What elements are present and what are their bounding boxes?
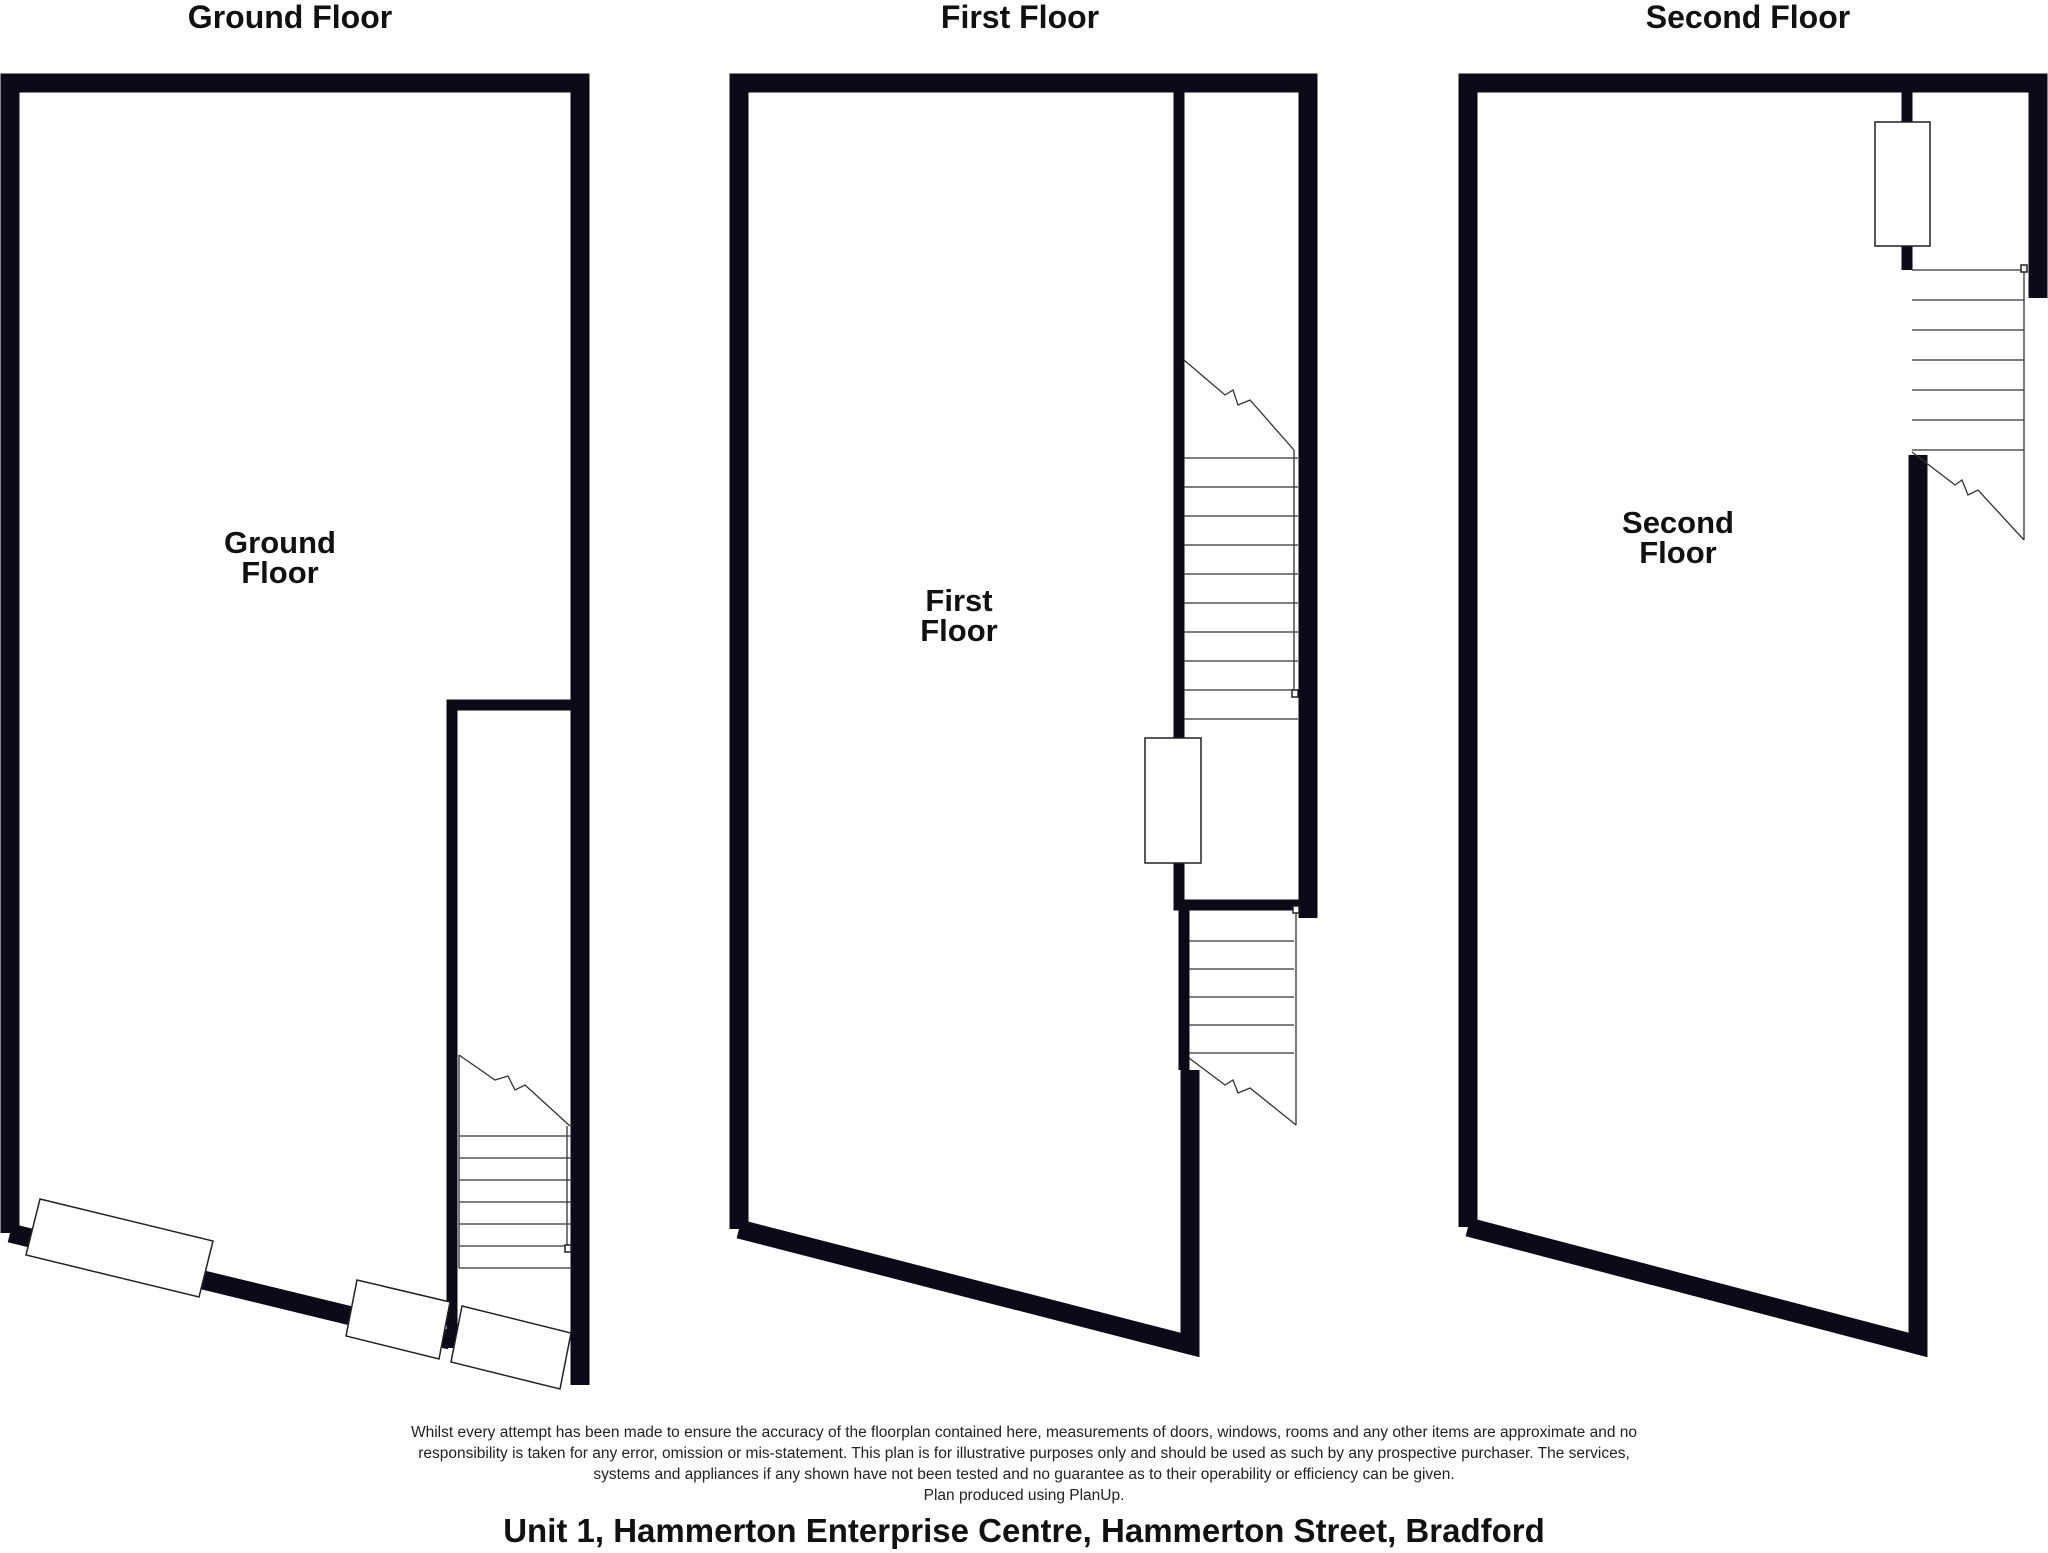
second-floor-title: Second Floor bbox=[1645, 0, 1851, 35]
ground-floor-stair-partition bbox=[452, 705, 580, 1348]
ground-floor-title: Ground Floor bbox=[187, 0, 393, 35]
first-floor-plan bbox=[739, 83, 1308, 1345]
first-floor-room-label-line1: First bbox=[925, 583, 993, 618]
first-floor-cupboard bbox=[1145, 738, 1201, 863]
ground-floor-room-label-line2: Floor bbox=[241, 555, 319, 590]
disclaimer-line-2: responsibility is taken for any error, omission or mis-statement. This plan is for illustrative purposes only and should be used as such by any prospective purchaser. The services, bbox=[418, 1445, 1630, 1462]
first-floor-staircase-lower bbox=[1189, 906, 1299, 1125]
disclaimer-line-3: systems and appliances if any shown have not been tested and no guarantee as to their operability or efficiency can be given. bbox=[593, 1466, 1455, 1483]
ground-floor-plan bbox=[10, 83, 580, 1389]
ground-floor-staircase bbox=[459, 1055, 572, 1268]
first-floor-front-wall bbox=[739, 1070, 1190, 1345]
property-address: Unit 1, Hammerton Enterprise Centre, Hammerton Street, Bradford bbox=[503, 1512, 1545, 1549]
second-floor-cupboard bbox=[1875, 122, 1930, 246]
first-floor-staircase-upper bbox=[1184, 360, 1298, 719]
ground-floor-outer-wall bbox=[10, 83, 580, 1385]
first-floor-room-label-line2: Floor bbox=[920, 613, 998, 648]
first-floor-outer-wall bbox=[739, 83, 1308, 1229]
ground-floor-door-stair bbox=[451, 1306, 571, 1389]
second-floor-front-wall bbox=[1468, 455, 1918, 1345]
disclaimer bbox=[250, 1422, 1798, 1506]
ground-floor-room-label-line1: Ground bbox=[224, 525, 336, 560]
disclaimer-line-1: Whilst every attempt has been made to ensure the accuracy of the floorplan contained here, measurements of doors, windows, rooms and any other items are approximate and no bbox=[410, 1424, 1638, 1441]
second-floor-room-label-line2: Floor bbox=[1639, 535, 1717, 570]
second-floor-plan bbox=[1468, 83, 2038, 1345]
first-floor-title: First Floor bbox=[940, 0, 1100, 35]
second-floor-staircase bbox=[1912, 265, 2027, 540]
ground-floor-door-front bbox=[346, 1280, 450, 1359]
second-floor-outer-wall bbox=[1468, 83, 2038, 1227]
second-floor-room-label-line1: Second bbox=[1622, 505, 1734, 540]
disclaimer-line-4: Plan produced using PlanUp. bbox=[923, 1487, 1125, 1504]
ground-floor-window-left bbox=[26, 1199, 213, 1297]
